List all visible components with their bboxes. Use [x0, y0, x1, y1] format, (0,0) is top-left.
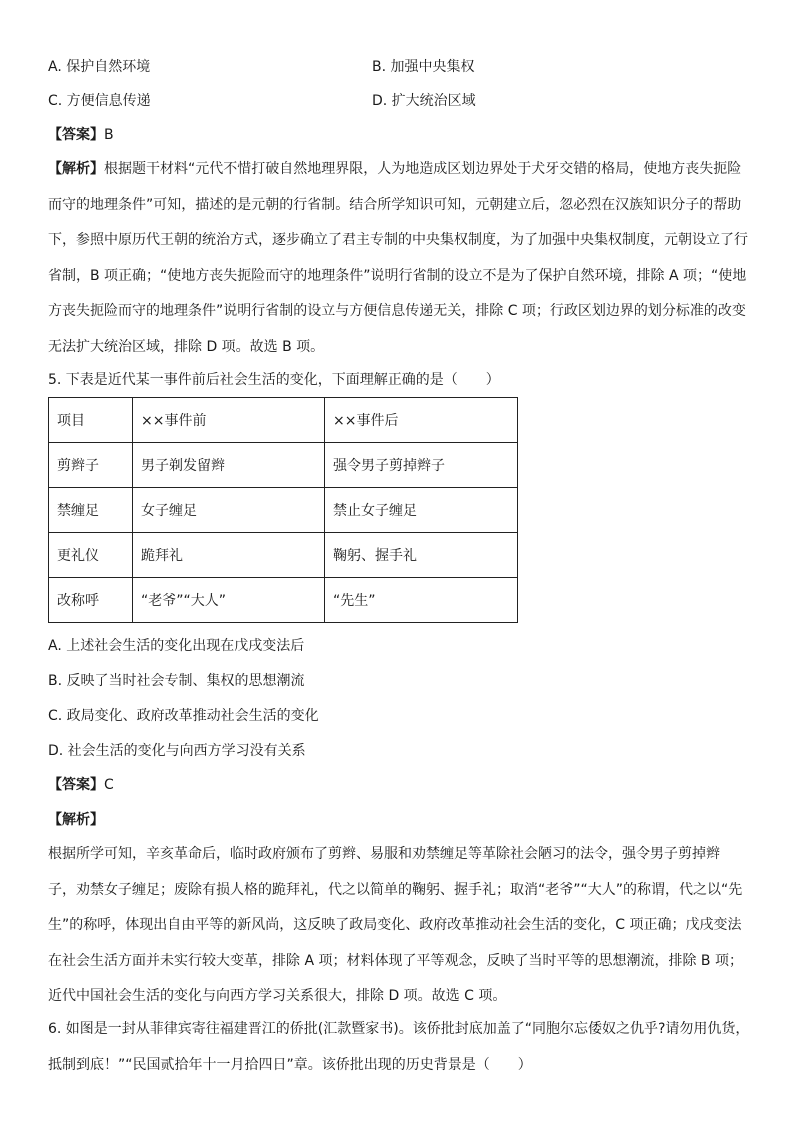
q5-analysis	[48, 837, 748, 1015]
q6-stem	[48, 1012, 748, 1083]
q6-line: 抵制到底！”“民国贰拾年十一月拾四日”章。该侨批出现的历史背景是（ ）	[48, 1056, 532, 1073]
analysis-line: 而守的地理条件”可知，描述的是元朝的行省制。结合所学知识可知，元朝建立后，忽必烈在汉族知识分子的帮助	[48, 196, 742, 213]
table-row	[49, 488, 518, 533]
q4-option-d: D. 扩大统治区域	[372, 93, 476, 109]
table-cell: 禁止女子缠足	[325, 488, 518, 533]
analysis-line: 省制，B 项正确；“使地方丧失扼险而守的地理条件”说明行省制的设立不是为了保护自然环境，排除 A 项；“使地	[48, 267, 747, 284]
q6-line: 6. 如图是一封从菲律宾寄往福建晋江的侨批(汇款暨家书)。该侨批封底加盖了“同胞尔忘倭奴之仇乎?请勿用仇货，	[48, 1021, 750, 1037]
q5-table	[48, 397, 518, 623]
table-header-cell: ××事件后	[325, 398, 518, 443]
q4-option-c: C. 方便信息传递	[48, 93, 151, 109]
analysis-line: 根据所学可知，辛亥革命后，临时政府颁布了剪辫、易服和劝禁缠足等革除社会陋习的法令，强令男子剪掉辫	[48, 846, 720, 862]
table-row	[49, 533, 518, 578]
q4-answer	[48, 126, 114, 144]
q4-analysis	[48, 152, 748, 365]
table-row	[49, 443, 518, 488]
q5-answer	[48, 776, 114, 794]
table-cell: 改称呼	[49, 578, 133, 623]
table-cell: 鞠躬、握手礼	[325, 533, 518, 578]
q5-option-a: A. 上述社会生活的变化出现在戊戌变法后	[48, 638, 305, 654]
analysis-line: 【解析】根据题干材料“元代不惜打破自然地理界限，人为地造成区划边界处于犬牙交错的格局，使地方丧失扼险	[48, 161, 742, 177]
analysis-line: 下，参照中原历代王朝的统治方式，逐步确立了君主专制的中央集权制度，为了加强中央集权制度，元朝设立了行	[48, 232, 748, 248]
table-header-cell: ××事件前	[133, 398, 325, 443]
q5-option-c: C. 政局变化、政府改革推动社会生活的变化	[48, 708, 319, 724]
q4-option-b: B. 加强中央集权	[372, 59, 475, 75]
table-cell: “老爷”“大人”	[133, 578, 325, 623]
analysis-line: 方丧失扼险而守的地理条件”说明行省制的设立与方便信息传递无关，排除 C 项；行政区划边界的划分标准的改变	[48, 303, 746, 319]
table-cell: 剪辫子	[49, 443, 133, 488]
q4-option-a: A. 保护自然环境	[48, 59, 151, 75]
table-cell: “先生”	[325, 578, 518, 623]
analysis-line: 生”的称呼，体现出自由平等的新风尚，这反映了政局变化、政府改革推动社会生活的变化，C 项正确；戊戌变法	[48, 917, 742, 933]
q5-analysis-label: 【解析】	[48, 812, 104, 828]
answer-label: 【答案】	[48, 777, 104, 793]
q5-option-b: B. 反映了当时社会专制、集权的思想潮流	[48, 673, 305, 689]
table-cell: 强令男子剪掉辫子	[325, 443, 518, 488]
answer-value: C	[104, 777, 114, 793]
analysis-line: 子，劝禁女子缠足；废除有损人格的跪拜礼，代之以简单的鞠躬、握手礼；取消“老爷”“大人”的称谓，代之以“先	[48, 881, 743, 898]
analysis-label: 【解析】	[48, 161, 104, 177]
table-cell: 男子剃发留辫	[133, 443, 325, 488]
table-cell: 更礼仪	[49, 533, 133, 578]
table-header-cell: 项目	[49, 398, 133, 443]
answer-label: 【答案】	[48, 127, 104, 143]
table-row	[49, 578, 518, 623]
analysis-line: 在社会生活方面并未实行较大变革，排除 A 项；材料体现了平等观念，反映了当时平等的思想潮流，排除 B 项；	[48, 952, 743, 969]
q5-stem: 5. 下表是近代某一事件前后社会生活的变化，下面理解正确的是（ ）	[48, 372, 500, 388]
table-cell: 女子缠足	[133, 488, 325, 533]
analysis-line: 无法扩大统治区域，排除 D 项。故选 B 项。	[48, 338, 325, 355]
table-cell: 禁缠足	[49, 488, 133, 533]
answer-value: B	[104, 127, 114, 143]
q5-option-d: D. 社会生活的变化与向西方学习没有关系	[48, 743, 306, 759]
table-header-row	[49, 398, 518, 443]
table-cell: 跪拜礼	[133, 533, 325, 578]
analysis-line: 近代中国社会生活的变化与向西方学习关系很大，排除 D 项。故选 C 项。	[48, 988, 507, 1004]
